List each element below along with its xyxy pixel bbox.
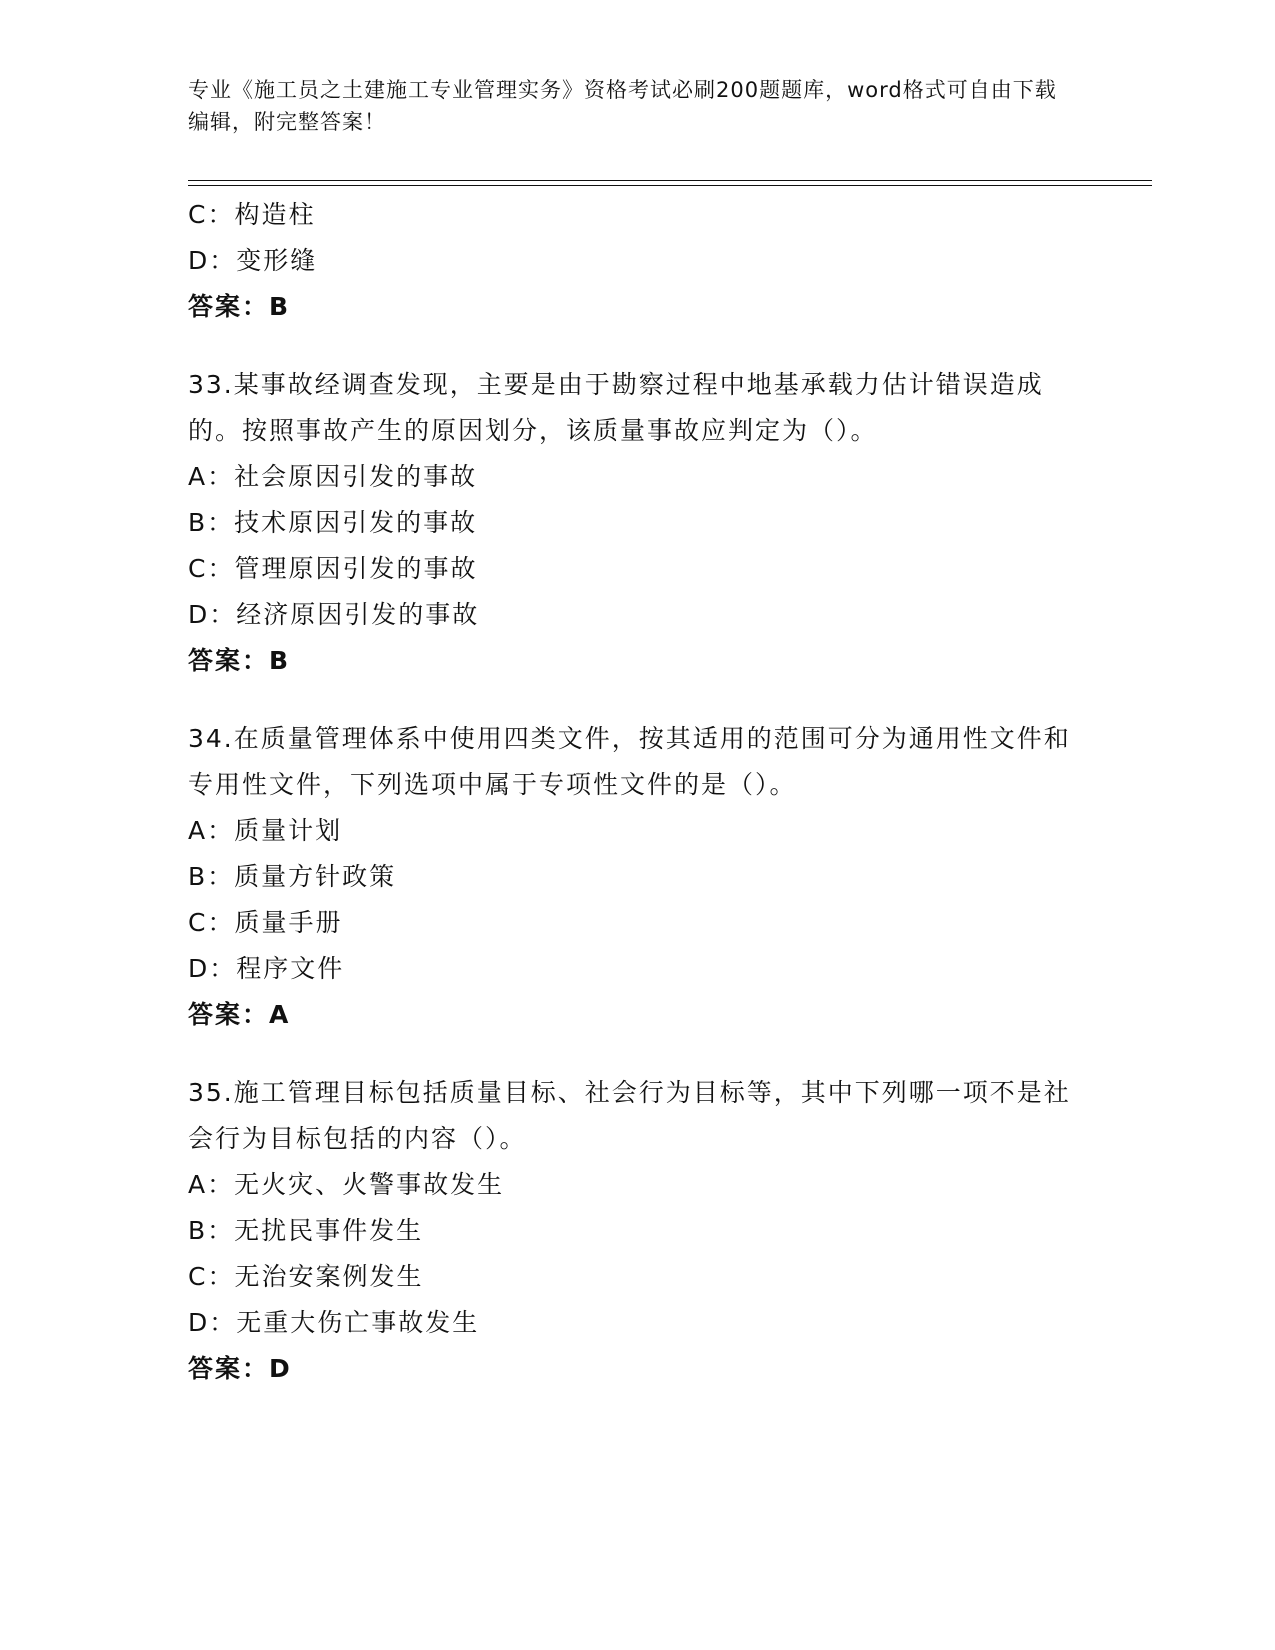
option-d: D：无重大伤亡事故发生	[188, 1308, 480, 1337]
option-d: D：经济原因引发的事故	[188, 600, 480, 629]
carryover-block	[188, 192, 1088, 330]
page-header: 专业《施工员之土建施工专业管理实务》资格考试必刷200题题库，word格式可自由下载编辑，附完整答案！	[188, 78, 1057, 134]
question-35	[188, 1070, 1088, 1392]
answer: 答案：B	[188, 646, 291, 675]
header-divider-secondary	[188, 185, 1152, 186]
question-text: 34.在质量管理体系中使用四类文件，按其适用的范围可分为通用性文件和专用性文件，下列选项中属于专项性文件的是（）。	[188, 724, 1071, 799]
question-text: 33.某事故经调查发现，主要是由于勘察过程中地基承载力估计错误造成的。按照事故产生的原因划分，该质量事故应判定为（）。	[188, 370, 1044, 445]
question-33	[188, 362, 1088, 684]
answer: 答案：B	[188, 292, 291, 321]
option-b: B：质量方针政策	[188, 862, 397, 891]
document-body	[188, 192, 1088, 1392]
option-c: C：构造柱	[188, 200, 316, 229]
option-a: A：无火灾、火警事故发生	[188, 1170, 505, 1199]
option-b: B：无扰民事件发生	[188, 1216, 424, 1245]
answer: 答案：A	[188, 1000, 291, 1029]
option-b: B：技术原因引发的事故	[188, 508, 478, 537]
question-text: 35.施工管理目标包括质量目标、社会行为目标等，其中下列哪一项不是社会行为目标包括的内容（）。	[188, 1078, 1071, 1153]
option-a: A：社会原因引发的事故	[188, 462, 478, 491]
option-a: A：质量计划	[188, 816, 343, 845]
header-divider	[188, 180, 1152, 181]
option-d: D：程序文件	[188, 954, 345, 983]
option-d: D：变形缝	[188, 246, 318, 275]
question-34	[188, 716, 1088, 1038]
option-c: C：管理原因引发的事故	[188, 554, 478, 583]
option-c: C：无治安案例发生	[188, 1262, 424, 1291]
answer: 答案：D	[188, 1354, 292, 1383]
option-c: C：质量手册	[188, 908, 343, 937]
